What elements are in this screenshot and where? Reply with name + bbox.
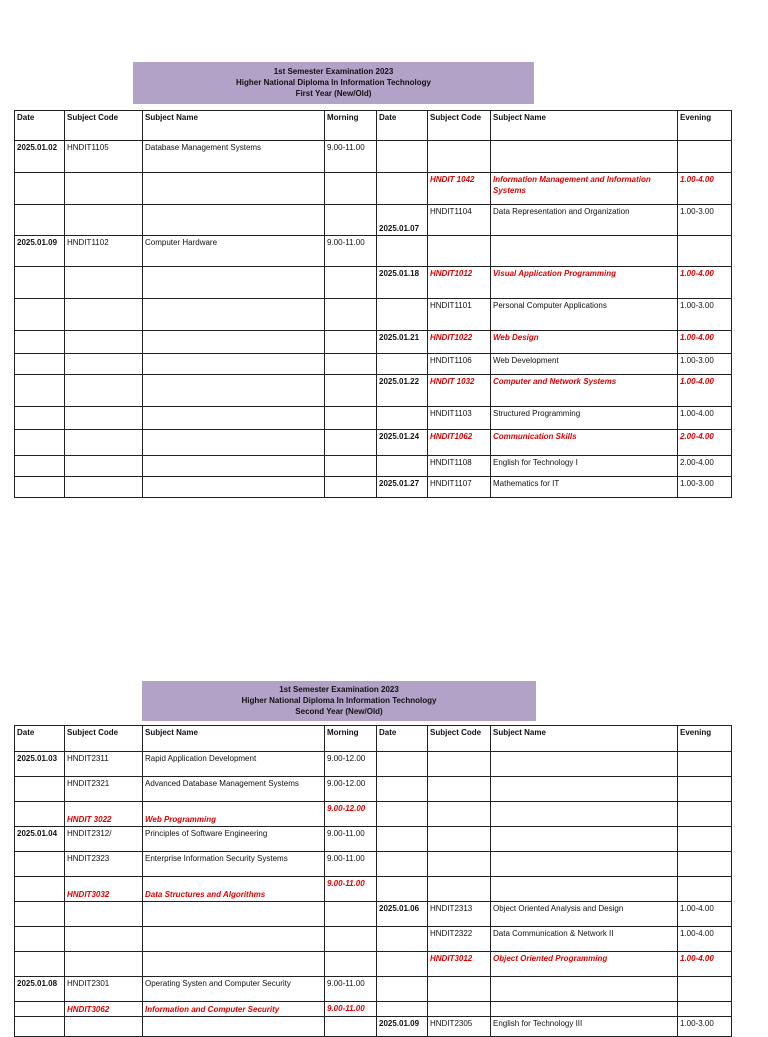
- evening-time: [678, 877, 732, 902]
- table-row: [15, 902, 732, 927]
- col-date: Date: [377, 111, 428, 141]
- right-date: [377, 827, 428, 852]
- evening-time: 1.00-3.00: [678, 477, 732, 498]
- left-date: [15, 877, 65, 902]
- table-row: [15, 331, 732, 354]
- left-subject-code: [65, 205, 143, 236]
- left-subject-code: HNDIT 3022: [65, 802, 143, 827]
- morning-time: [325, 1017, 377, 1037]
- second-year-banner: [142, 681, 536, 721]
- banner-title: 1st Semester Examination 2023: [279, 685, 399, 694]
- col-date: Date: [377, 726, 428, 752]
- morning-time: [325, 477, 377, 498]
- first-year-banner: [133, 62, 534, 104]
- banner-title: 1st Semester Examination 2023: [273, 67, 394, 76]
- col-subject-code: Subject Code: [428, 726, 491, 752]
- evening-time: 1.00-4.00: [678, 331, 732, 354]
- morning-time: [325, 902, 377, 927]
- left-date: [15, 952, 65, 977]
- left-subject-name: [143, 1017, 325, 1037]
- left-subject-name: Operating Systen and Computer Security: [143, 977, 325, 1002]
- right-subject-name: Object Oriented Analysis and Design: [491, 902, 678, 927]
- col-subject-name: Subject Name: [143, 726, 325, 752]
- morning-time: 9.00-11.00: [325, 827, 377, 852]
- first-year-timetable: [14, 110, 732, 498]
- left-subject-name: [143, 477, 325, 498]
- left-date: 2025.01.09: [15, 236, 65, 267]
- banner-programme: Higher National Diploma In Information Technology: [241, 696, 437, 705]
- evening-time: 1.00-3.00: [678, 1017, 732, 1037]
- right-subject-code: HNDIT1104: [428, 205, 491, 236]
- left-date: [15, 1017, 65, 1037]
- right-subject-code: HNDIT1062: [428, 430, 491, 456]
- right-subject-name: [491, 752, 678, 777]
- right-subject-name: Personal Computer Applications: [491, 299, 678, 331]
- evening-time: 1.00-3.00: [678, 354, 732, 375]
- right-subject-code: [428, 802, 491, 827]
- left-subject-name: [143, 299, 325, 331]
- col-date: Date: [15, 726, 65, 752]
- right-date: 2025.01.27: [377, 477, 428, 498]
- right-date: [377, 456, 428, 477]
- evening-time: [678, 977, 732, 1002]
- right-subject-code: [428, 236, 491, 267]
- left-date: [15, 456, 65, 477]
- morning-time: 9.00-11.00: [325, 977, 377, 1002]
- right-subject-name: [491, 777, 678, 802]
- left-subject-name: [143, 173, 325, 205]
- left-subject-name: [143, 354, 325, 375]
- right-subject-code: HNDIT2305: [428, 1017, 491, 1037]
- right-subject-name: English for Technology I: [491, 456, 678, 477]
- right-date: 2025.01.18: [377, 267, 428, 299]
- left-subject-code: HNDIT1102: [65, 236, 143, 267]
- right-subject-name: [491, 1002, 678, 1017]
- col-subject-code: Subject Code: [428, 111, 491, 141]
- right-subject-code: HNDIT2313: [428, 902, 491, 927]
- morning-time: [325, 205, 377, 236]
- right-subject-code: [428, 752, 491, 777]
- right-subject-name: Communication Skills: [491, 430, 678, 456]
- left-date: 2025.01.04: [15, 827, 65, 852]
- left-subject-name: Information and Computer Security: [143, 1002, 325, 1017]
- left-date: [15, 331, 65, 354]
- table-row: [15, 354, 732, 375]
- right-date: 2025.01.09: [377, 1017, 428, 1037]
- right-subject-code: HNDIT1101: [428, 299, 491, 331]
- left-date: [15, 354, 65, 375]
- right-subject-code: HNDIT1103: [428, 407, 491, 430]
- left-subject-code: HNDIT2301: [65, 977, 143, 1002]
- col-morning: Morning: [325, 726, 377, 752]
- table-row: [15, 477, 732, 498]
- left-subject-code: [65, 331, 143, 354]
- left-subject-code: [65, 952, 143, 977]
- morning-time: 9.00-11.00: [325, 236, 377, 267]
- right-subject-code: HNDIT 1032: [428, 375, 491, 407]
- left-subject-code: [65, 407, 143, 430]
- right-subject-code: [428, 977, 491, 1002]
- evening-time: [678, 827, 732, 852]
- right-date: [377, 777, 428, 802]
- evening-time: 2.00-4.00: [678, 430, 732, 456]
- morning-time: 9.00-12.00: [325, 752, 377, 777]
- evening-time: [678, 802, 732, 827]
- right-subject-code: [428, 1002, 491, 1017]
- left-subject-name: Web Programming: [143, 802, 325, 827]
- right-date: [377, 877, 428, 902]
- right-subject-code: HNDIT1106: [428, 354, 491, 375]
- col-subject-name: Subject Name: [491, 111, 678, 141]
- right-subject-code: HNDIT1012: [428, 267, 491, 299]
- morning-time: [325, 354, 377, 375]
- table-row: [15, 752, 732, 777]
- table-row: [15, 877, 732, 902]
- evening-time: [678, 141, 732, 173]
- left-subject-name: Database Management Systems: [143, 141, 325, 173]
- evening-time: 1.00-3.00: [678, 205, 732, 236]
- right-subject-name: Web Development: [491, 354, 678, 375]
- morning-time: [325, 927, 377, 952]
- table-row: [15, 927, 732, 952]
- table-row: [15, 407, 732, 430]
- col-subject-name: Subject Name: [491, 726, 678, 752]
- left-subject-code: [65, 430, 143, 456]
- left-date: [15, 430, 65, 456]
- morning-time: [325, 430, 377, 456]
- right-subject-name: Visual Application Programming: [491, 267, 678, 299]
- right-date: [377, 977, 428, 1002]
- evening-time: 1.00-4.00: [678, 173, 732, 205]
- left-subject-name: [143, 952, 325, 977]
- right-date: [377, 852, 428, 877]
- col-date: Date: [15, 111, 65, 141]
- right-subject-code: [428, 141, 491, 173]
- right-date: [377, 752, 428, 777]
- right-subject-name: [491, 802, 678, 827]
- evening-time: 1.00-4.00: [678, 927, 732, 952]
- right-date: 2025.01.06: [377, 902, 428, 927]
- right-date: 2025.01.24: [377, 430, 428, 456]
- left-date: [15, 777, 65, 802]
- evening-time: 1.00-3.00: [678, 299, 732, 331]
- right-subject-code: [428, 852, 491, 877]
- left-subject-name: [143, 902, 325, 927]
- right-subject-name: Mathematics for IT: [491, 477, 678, 498]
- left-subject-code: HNDIT3062: [65, 1002, 143, 1017]
- right-subject-name: [491, 827, 678, 852]
- right-date: [377, 802, 428, 827]
- table-row: [15, 977, 732, 1002]
- left-subject-code: [65, 299, 143, 331]
- col-evening: Evening: [678, 726, 732, 752]
- left-subject-code: [65, 456, 143, 477]
- right-date: [377, 354, 428, 375]
- right-date: [377, 236, 428, 267]
- col-morning: Morning: [325, 111, 377, 141]
- evening-time: 1.00-4.00: [678, 267, 732, 299]
- evening-time: [678, 236, 732, 267]
- left-subject-name: [143, 205, 325, 236]
- right-subject-code: HNDIT1108: [428, 456, 491, 477]
- left-subject-code: HNDIT2312/: [65, 827, 143, 852]
- right-date: [377, 299, 428, 331]
- table-row: [15, 852, 732, 877]
- left-subject-name: Advanced Database Management Systems: [143, 777, 325, 802]
- left-subject-code: [65, 1017, 143, 1037]
- table-row: [15, 430, 732, 456]
- col-evening: Evening: [678, 111, 732, 141]
- col-subject-code: Subject Code: [65, 726, 143, 752]
- right-subject-code: [428, 777, 491, 802]
- morning-time: 9.00-12.00: [325, 777, 377, 802]
- morning-time: 9.00-11.00: [325, 877, 377, 902]
- left-subject-code: HNDIT2311: [65, 752, 143, 777]
- morning-time: [325, 375, 377, 407]
- left-date: 2025.01.08: [15, 977, 65, 1002]
- right-subject-name: English for Technology III: [491, 1017, 678, 1037]
- right-subject-code: HNDIT1107: [428, 477, 491, 498]
- left-date: [15, 1002, 65, 1017]
- left-date: [15, 299, 65, 331]
- morning-time: [325, 331, 377, 354]
- left-date: [15, 205, 65, 236]
- right-date: [377, 141, 428, 173]
- left-subject-code: [65, 902, 143, 927]
- evening-time: 1.00-4.00: [678, 407, 732, 430]
- right-date: [377, 952, 428, 977]
- morning-time: [325, 267, 377, 299]
- right-subject-code: [428, 827, 491, 852]
- left-date: [15, 477, 65, 498]
- left-subject-code: [65, 173, 143, 205]
- left-date: [15, 927, 65, 952]
- table-row: [15, 299, 732, 331]
- right-subject-name: Data Communication & Network II: [491, 927, 678, 952]
- left-subject-code: HNDIT1105: [65, 141, 143, 173]
- right-date: 2025.01.21: [377, 331, 428, 354]
- morning-time: 9.00-11.00: [325, 141, 377, 173]
- right-subject-name: [491, 977, 678, 1002]
- table-row: [15, 827, 732, 852]
- left-subject-name: [143, 267, 325, 299]
- banner-programme: Higher National Diploma In Information Technology: [236, 78, 431, 87]
- left-date: 2025.01.02: [15, 141, 65, 173]
- right-subject-name: [491, 141, 678, 173]
- left-subject-code: [65, 267, 143, 299]
- right-subject-code: HNDIT2322: [428, 927, 491, 952]
- right-subject-code: HNDIT1022: [428, 331, 491, 354]
- header-row: [15, 111, 732, 141]
- morning-time: [325, 456, 377, 477]
- header-row: [15, 726, 732, 752]
- table-row: [15, 141, 732, 173]
- morning-time: [325, 299, 377, 331]
- left-subject-code: [65, 375, 143, 407]
- table-row: [15, 1002, 732, 1017]
- right-subject-code: HNDIT 1042: [428, 173, 491, 205]
- left-subject-name: [143, 407, 325, 430]
- table-row: [15, 375, 732, 407]
- left-date: [15, 902, 65, 927]
- morning-time: 9.00-12.00: [325, 802, 377, 827]
- left-subject-name: Rapid Application Development: [143, 752, 325, 777]
- table-row: [15, 802, 732, 827]
- evening-time: 1.00-4.00: [678, 375, 732, 407]
- left-subject-code: [65, 927, 143, 952]
- right-subject-name: [491, 852, 678, 877]
- evening-time: 2.00-4.00: [678, 456, 732, 477]
- left-subject-name: [143, 375, 325, 407]
- left-date: [15, 173, 65, 205]
- table-row: [15, 173, 732, 205]
- col-subject-code: Subject Code: [65, 111, 143, 141]
- right-subject-name: [491, 877, 678, 902]
- left-subject-name: Principles of Software Engineering: [143, 827, 325, 852]
- morning-time: [325, 407, 377, 430]
- right-subject-name: Web Design: [491, 331, 678, 354]
- evening-time: [678, 1002, 732, 1017]
- left-subject-code: [65, 354, 143, 375]
- left-subject-code: HNDIT2321: [65, 777, 143, 802]
- left-subject-code: HNDIT3032: [65, 877, 143, 902]
- left-date: [15, 802, 65, 827]
- left-subject-name: [143, 430, 325, 456]
- table-row: [15, 1017, 732, 1037]
- right-subject-name: Object Oriented Programming: [491, 952, 678, 977]
- left-subject-code: HNDIT2323: [65, 852, 143, 877]
- banner-year: First Year (New/Old): [295, 89, 372, 98]
- left-subject-code: [65, 477, 143, 498]
- left-subject-name: Enterprise Information Security Systems: [143, 852, 325, 877]
- right-subject-name: [491, 236, 678, 267]
- morning-time: 9.00-11.00: [325, 1002, 377, 1017]
- right-date: [377, 173, 428, 205]
- left-date: [15, 267, 65, 299]
- right-subject-code: [428, 877, 491, 902]
- left-subject-name: Data Structures and Algorithms: [143, 877, 325, 902]
- col-subject-name: Subject Name: [143, 111, 325, 141]
- table-row: [15, 456, 732, 477]
- right-date: [377, 407, 428, 430]
- morning-time: [325, 952, 377, 977]
- right-date: [377, 927, 428, 952]
- left-subject-name: Computer Hardware: [143, 236, 325, 267]
- right-date: 2025.01.07: [377, 205, 428, 236]
- morning-time: [325, 173, 377, 205]
- second-year-timetable: [14, 725, 732, 1037]
- left-subject-name: [143, 331, 325, 354]
- table-row: [15, 205, 732, 236]
- table-row: [15, 952, 732, 977]
- table-row: [15, 236, 732, 267]
- right-subject-name: Data Representation and Organization: [491, 205, 678, 236]
- right-date: [377, 1002, 428, 1017]
- table-row: [15, 777, 732, 802]
- evening-time: [678, 777, 732, 802]
- left-date: [15, 852, 65, 877]
- banner-year: Second Year (New/Old): [295, 707, 383, 716]
- evening-time: [678, 852, 732, 877]
- left-subject-name: [143, 927, 325, 952]
- right-subject-name: Information Management and Information Systems: [491, 173, 678, 205]
- morning-time: 9.00-11.00: [325, 852, 377, 877]
- right-subject-name: Structured Programming: [491, 407, 678, 430]
- evening-time: 1.00-4.00: [678, 902, 732, 927]
- left-date: [15, 375, 65, 407]
- table-row: [15, 267, 732, 299]
- right-subject-name: Computer and Network Systems: [491, 375, 678, 407]
- evening-time: [678, 752, 732, 777]
- left-date: 2025.01.03: [15, 752, 65, 777]
- right-subject-code: HNDIT3012: [428, 952, 491, 977]
- left-subject-name: [143, 456, 325, 477]
- evening-time: 1.00-4.00: [678, 952, 732, 977]
- right-date: 2025.01.22: [377, 375, 428, 407]
- left-date: [15, 407, 65, 430]
